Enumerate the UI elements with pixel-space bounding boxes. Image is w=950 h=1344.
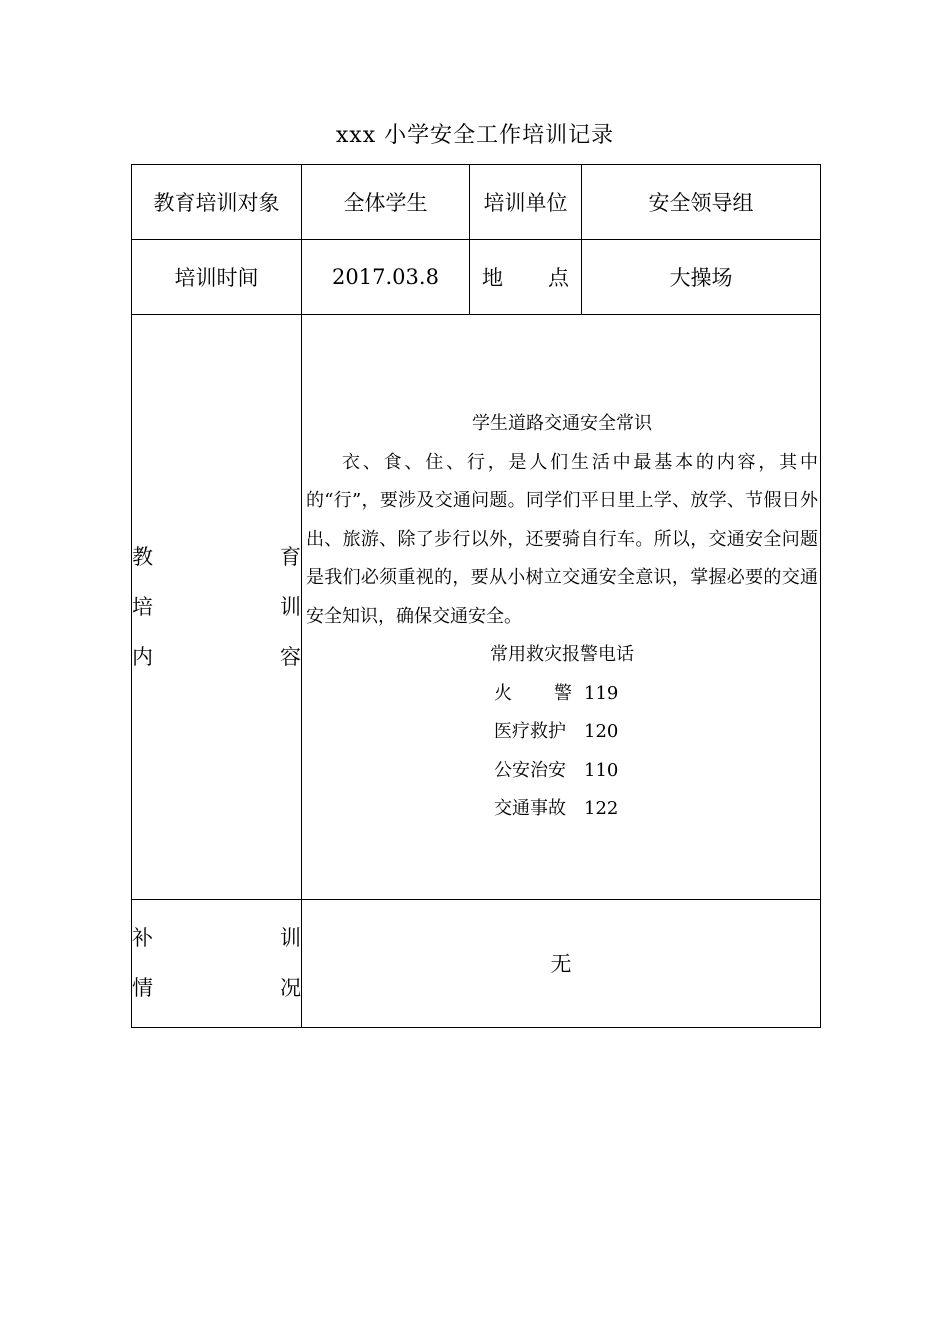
unit-value: 安全领导组 bbox=[582, 165, 821, 240]
emergency-number: 110 bbox=[584, 759, 619, 781]
label-char: 容 bbox=[280, 644, 301, 669]
target-value: 全体学生 bbox=[302, 165, 470, 240]
label-char: 育 bbox=[280, 544, 301, 569]
list-item bbox=[306, 790, 818, 829]
label-char: 训 bbox=[280, 594, 301, 619]
content-paragraph: 衣、食、住、行，是人们生活中最基本的内容，其中的“行”，要涉及交通问题。同学们平日里上学、放学、节假日外出、旅游、除了步行以外，还要骑自行车。所以，交通安全问题是我们必须重视的，要从小树立交通安全意识，掌握必要的交通安全知识，确保交通安全。 bbox=[306, 451, 818, 627]
time-label: 培训时间 bbox=[132, 240, 302, 315]
emergency-name-char: 警 bbox=[554, 682, 572, 704]
content-heading: 学生道路交通安全常识 bbox=[472, 413, 652, 435]
location-label bbox=[470, 240, 582, 315]
page-title: xxx 小学安全工作培训记录 bbox=[335, 123, 615, 148]
time-value: 2017.03.8 bbox=[302, 240, 470, 315]
list-item bbox=[306, 713, 818, 752]
unit-label: 培训单位 bbox=[470, 165, 582, 240]
location-label-char: 地 bbox=[482, 266, 503, 291]
emergency-heading: 常用救灾报警电话 bbox=[490, 644, 634, 666]
label-char: 补 bbox=[132, 926, 153, 951]
label-char: 教 bbox=[132, 544, 153, 569]
emergency-number: 119 bbox=[584, 682, 619, 704]
emergency-name: 医疗救护 bbox=[494, 721, 566, 743]
label-char: 培 bbox=[132, 594, 153, 619]
table-row bbox=[132, 899, 821, 1027]
label-line bbox=[132, 582, 301, 632]
training-record-table bbox=[131, 164, 821, 1028]
label-char: 情 bbox=[132, 976, 153, 1001]
emergency-name-char: 火 bbox=[494, 682, 512, 704]
label-char: 况 bbox=[280, 976, 301, 1001]
label-line bbox=[132, 963, 301, 1013]
list-item bbox=[306, 752, 818, 791]
label-line bbox=[132, 532, 301, 582]
emergency-list bbox=[306, 675, 818, 829]
label-char: 内 bbox=[132, 644, 153, 669]
label-char: 训 bbox=[280, 926, 301, 951]
emergency-name bbox=[494, 675, 572, 714]
content-body bbox=[306, 405, 818, 829]
location-label-char: 点 bbox=[548, 266, 569, 291]
emergency-name: 交通事故 bbox=[494, 798, 566, 820]
table-row bbox=[132, 315, 821, 900]
table-row bbox=[132, 165, 821, 240]
label-line bbox=[132, 913, 301, 963]
location-value: 大操场 bbox=[582, 240, 821, 315]
emergency-number: 120 bbox=[584, 721, 619, 743]
list-item bbox=[306, 675, 818, 714]
emergency-name: 公安治安 bbox=[494, 759, 566, 781]
target-label: 教育培训对象 bbox=[132, 165, 302, 240]
table-row bbox=[132, 240, 821, 315]
supplement-label bbox=[132, 899, 302, 1027]
supplement-value: 无 bbox=[302, 899, 821, 1027]
emergency-number: 122 bbox=[584, 798, 619, 820]
label-line bbox=[132, 632, 301, 682]
content-label bbox=[132, 315, 302, 900]
content-cell bbox=[302, 315, 821, 900]
